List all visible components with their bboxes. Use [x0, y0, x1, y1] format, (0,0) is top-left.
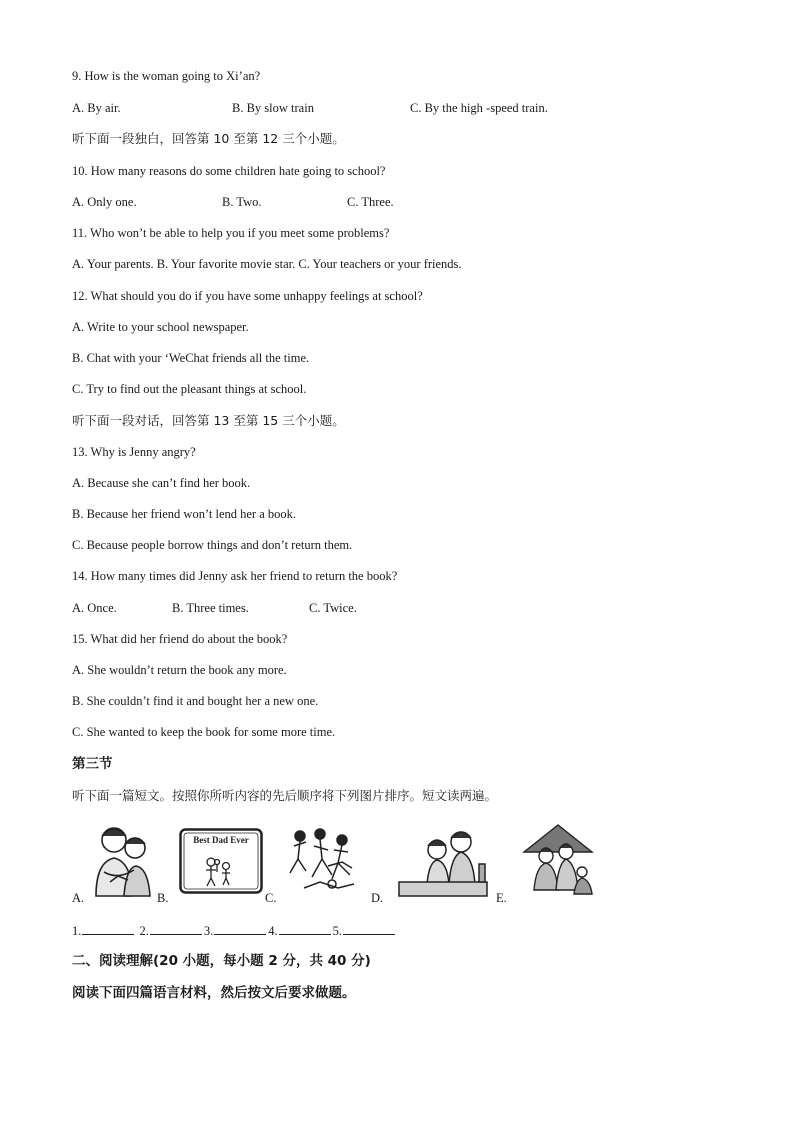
blank-5-label: 5. — [332, 924, 342, 938]
blank-5-line — [343, 922, 395, 935]
q14-option-c: C. Twice. — [309, 601, 357, 615]
q12-option-a: A. Write to your school newspaper. — [72, 320, 249, 334]
picture-e-label: E. — [496, 891, 507, 905]
picture-b-card-text: Best Dad Ever — [193, 835, 249, 845]
q12-option-c: C. Try to find out the pleasant things at school. — [72, 382, 307, 396]
picture-b-label: B. — [157, 891, 169, 905]
q15-option-a: A. She wouldn’t return the book any more. — [72, 663, 287, 677]
q9-option-a: A. By air. — [72, 101, 121, 115]
blank-2-label: 2. — [139, 924, 149, 938]
q14-option-a: A. Once. — [72, 601, 117, 615]
part2-title: 二、阅读理解(20 小题，每小题 2 分，共 40 分) — [72, 953, 371, 969]
blank-3-label: 3. — [203, 924, 214, 938]
q15-option-b: B. She couldn’t find it and bought her a new one. — [72, 694, 319, 708]
q10-option-b: B. Two. — [222, 195, 262, 209]
q15-stem: 15. What did her friend do about the book? — [72, 632, 288, 646]
answer-blanks — [72, 922, 397, 939]
q13-option-b: B. Because her friend won’t lend her a book. — [72, 507, 297, 521]
picture-row — [72, 820, 612, 910]
q13-option-c: C. Because people borrow things and don’t return them. — [72, 538, 353, 552]
q13-stem: 13. Why is Jenny angry? — [72, 445, 196, 459]
blank-3-line — [214, 922, 266, 935]
picture-d-label: D. — [371, 891, 384, 905]
picture-a-hug-illustration — [88, 822, 160, 898]
monologue-intro: 听下面一段独白，回答第 10 至第 12 三个小题。 — [72, 131, 345, 146]
part2-instruction: 阅读下面四篇语言材料，然后按文后要求做题。 — [72, 985, 356, 1001]
q10-stem: 10. How many reasons do some children hate going to school? — [72, 164, 386, 178]
blank-4-line — [279, 922, 331, 935]
q15-option-c: C. She wanted to keep the book for some more time. — [72, 725, 336, 739]
section3-instruction: 听下面一篇短文。按照你所听内容的先后顺序将下列图片排序。短文读两遍。 — [72, 788, 498, 803]
q12-option-b: B. Chat with your ‘WeChat friends all the time. — [72, 351, 310, 365]
q9-option-b: B. By slow train — [232, 101, 314, 115]
picture-e-family-illustration — [520, 822, 598, 898]
q11-options: A. Your parents. B. Your favorite movie star. C. Your teachers or your friends. — [72, 257, 462, 271]
q11-stem: 11. Who won’t be able to help you if you meet some problems? — [72, 226, 390, 240]
section3-title: 第三节 — [72, 756, 113, 772]
q14-option-b: B. Three times. — [172, 601, 249, 615]
dialogue-intro: 听下面一段对话，回答第 13 至第 15 三个小题。 — [72, 413, 345, 428]
blank-2-line — [150, 922, 202, 935]
blank-1-line — [82, 922, 134, 935]
picture-a-label: A. — [72, 891, 85, 905]
picture-c-label: C. — [265, 891, 277, 905]
q12-stem: 12. What should you do if you have some unhappy feelings at school? — [72, 289, 423, 303]
picture-c-football-illustration — [284, 826, 368, 896]
blank-1-label: 1. — [72, 924, 82, 938]
q10-option-a: A. Only one. — [72, 195, 137, 209]
q14-stem: 14. How many times did Jenny ask her friend to return the book? — [72, 569, 398, 583]
blank-4-label: 4. — [268, 924, 278, 938]
q9-option-c: C. By the high -speed train. — [410, 101, 548, 115]
q13-option-a: A. Because she can’t find her book. — [72, 476, 251, 490]
q10-option-c: C. Three. — [347, 195, 394, 209]
q9-stem: 9. How is the woman going to Xi’an? — [72, 69, 261, 83]
picture-d-family-illustration — [397, 824, 489, 898]
